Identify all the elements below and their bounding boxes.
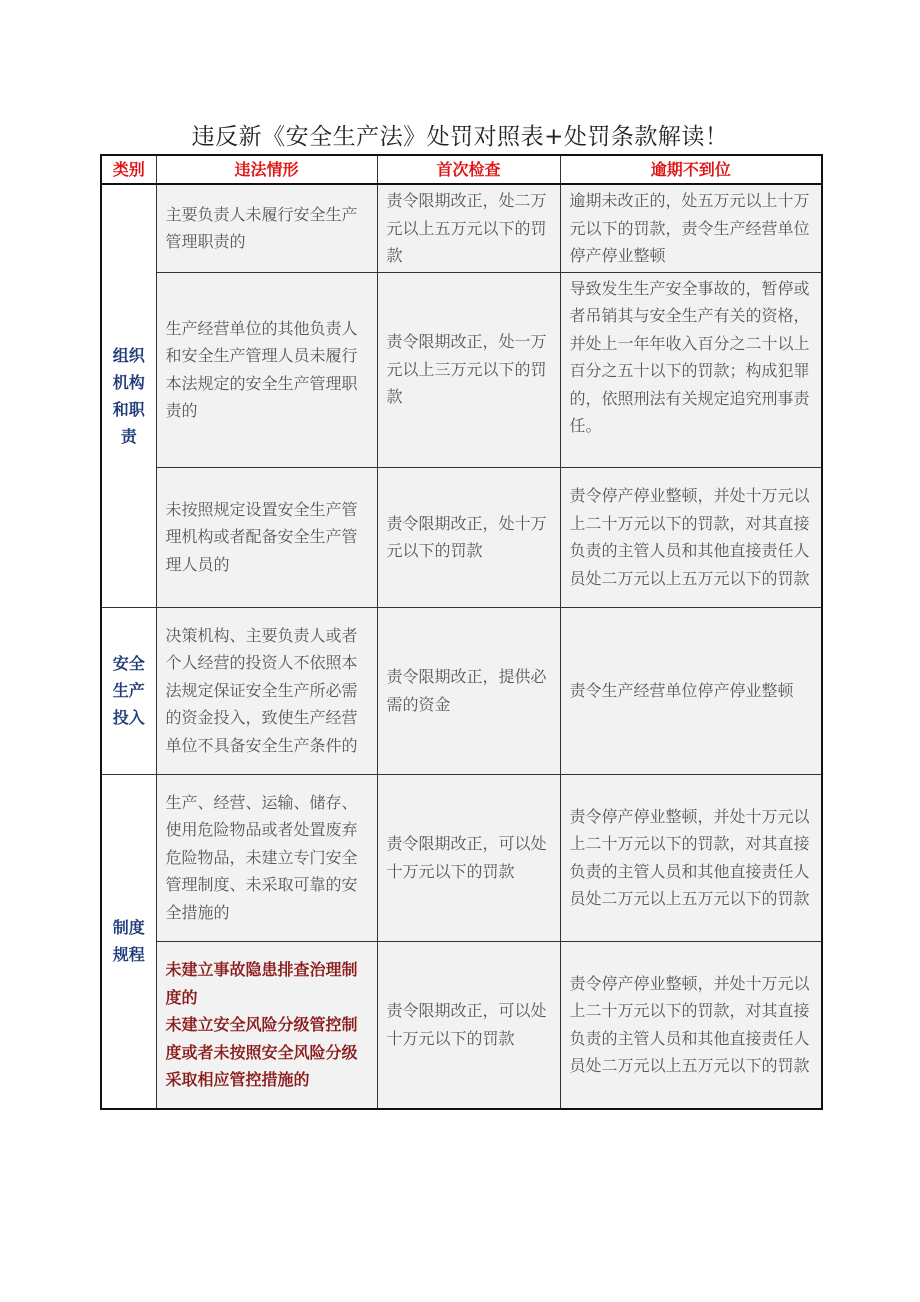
overdue-cell: 责令停产停业整顿，并处十万元以上二十万元以下的罚款，对其直接负责的主管人员和其他直接责任人员处二万元以上五万元以下的罚款 xyxy=(560,941,822,1109)
table-row xyxy=(101,272,822,467)
table-row xyxy=(101,184,822,272)
first-inspection-cell: 责令限期改正，处二万元以上五万元以下的罚款 xyxy=(377,184,560,272)
penalty-comparison-table xyxy=(100,154,823,1110)
first-inspection-cell: 责令限期改正，可以处十万元以下的罚款 xyxy=(377,941,560,1109)
violation-cell: 生产、经营、运输、储存、使用危险物品或者处置废弃危险物品，未建立专门安全管理制度、未采取可靠的安全措施的 xyxy=(156,774,377,941)
overdue-cell: 责令生产经营单位停产停业整顿 xyxy=(560,607,822,774)
violation-cell: 决策机构、主要负责人或者个人经营的投资人不依照本法规定保证安全生产所必需的资金投入，致使生产经营单位不具备安全生产条件的 xyxy=(156,607,377,774)
overdue-cell: 责令停产停业整顿，并处十万元以上二十万元以下的罚款，对其直接负责的主管人员和其他直接责任人员处二万元以上五万元以下的罚款 xyxy=(560,467,822,607)
table-row xyxy=(101,607,822,774)
header-overdue: 逾期不到位 xyxy=(560,155,822,184)
category-cell: 安全生产投入 xyxy=(101,607,156,774)
header-category: 类别 xyxy=(101,155,156,184)
violation-line: 未建立事故隐患排查治理制度的 xyxy=(165,960,358,1007)
first-inspection-cell: 责令限期改正，处一万元以上三万元以下的罚款 xyxy=(377,272,560,467)
first-inspection-cell: 责令限期改正，可以处十万元以下的罚款 xyxy=(377,774,560,941)
violation-cell-highlighted xyxy=(156,941,377,1109)
header-first-inspection: 首次检查 xyxy=(377,155,560,184)
overdue-cell: 导致发生生产安全事故的，暂停或者吊销其与安全生产有关的资格，并处上一年年收入百分之二十以上百分之五十以下的罚款；构成犯罪的，依照刑法有关规定追究刑事责任。 xyxy=(560,272,822,467)
header-violation: 违法情形 xyxy=(156,155,377,184)
first-inspection-cell: 责令限期改正，提供必需的资金 xyxy=(377,607,560,774)
overdue-cell: 逾期未改正的，处五万元以上十万元以下的罚款，责令生产经营单位停产停业整顿 xyxy=(560,184,822,272)
violation-line: 未建立安全风险分级管控制度或者未按照安全风险分级采取相应管控措施的 xyxy=(165,1015,358,1089)
document-title: 违反新《安全生产法》处罚对照表+处罚条款解读！ xyxy=(191,124,729,150)
first-inspection-cell: 责令限期改正，处十万元以下的罚款 xyxy=(377,467,560,607)
table-row xyxy=(101,467,822,607)
category-cell: 制度规程 xyxy=(101,774,156,1109)
category-cell: 组织机构和职责 xyxy=(101,184,156,607)
violation-cell: 主要负责人未履行安全生产管理职责的 xyxy=(156,184,377,272)
overdue-cell: 责令停产停业整顿，并处十万元以上二十万元以下的罚款，对其直接负责的主管人员和其他直接责任人员处二万元以上五万元以下的罚款 xyxy=(560,774,822,941)
table-row xyxy=(101,774,822,941)
table-header-row xyxy=(101,155,822,184)
violation-cell: 未按照规定设置安全生产管理机构或者配备安全生产管理人员的 xyxy=(156,467,377,607)
table-row xyxy=(101,941,822,1109)
violation-cell: 生产经营单位的其他负责人和安全生产管理人员未履行本法规定的安全生产管理职责的 xyxy=(156,272,377,467)
